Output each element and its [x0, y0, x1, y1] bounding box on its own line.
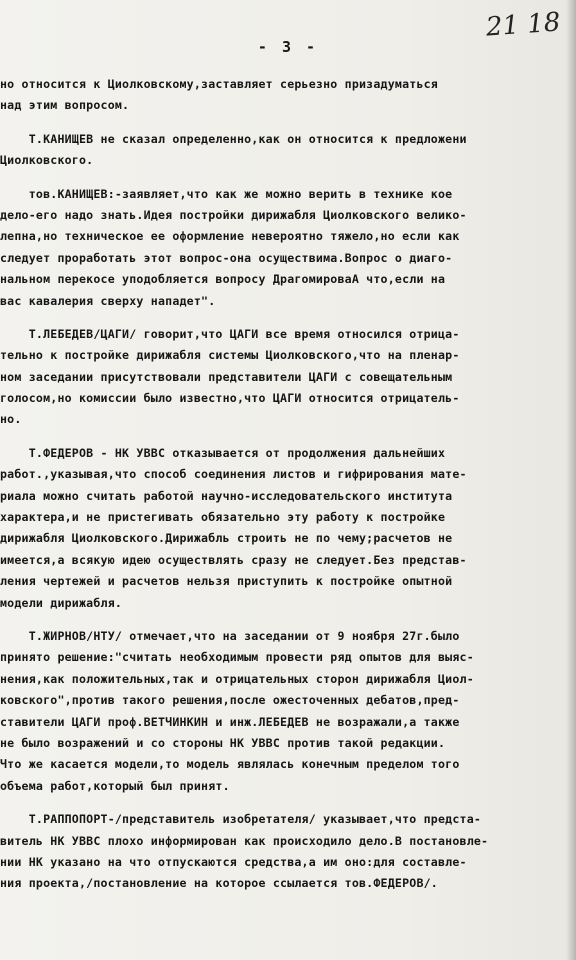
document-body [0, 74, 576, 895]
text-line: характера,и не пристегивать обязательно эту работу к постройке [0, 510, 446, 525]
text-line: ставители ЦАГИ проф.ВЕТЧИНКИН и инж.ЛЕБЕДЕВ не возражали,а также [0, 714, 460, 729]
text-line: тельно к постройке дирижабля системы Циолковского,что на пленар- [0, 348, 460, 363]
paragraph-gap [0, 614, 576, 626]
text-line: тов.КАНИЩЕВ:-заявляет,что как же можно верить в технике кое [0, 186, 453, 201]
text-line: витель НК УВВС плохо информирован как происходило дело.В постановле- [0, 833, 489, 848]
text-line: Циолковского. [0, 153, 94, 168]
text-line: дирижабля Циолковского.Дирижабль строить не по чему;расчетов не [0, 531, 453, 546]
paragraph-gap [0, 172, 576, 184]
text-line: дело-его надо знать.Идея постройки дирижабля Циолковского велико- [0, 207, 467, 222]
text-line: объема работ,который был принят. [0, 778, 230, 793]
text-line: Т.КАНИЩЕВ не сказал определенно,как он относится к предложени [0, 131, 467, 146]
text-line: ния проекта,/постановление на которое ссылается тов.ФЕДЕРОВ/. [0, 876, 438, 891]
text-line: Т.РАППОПОРТ-/представитель изобретателя/ указывает,что предста- [0, 812, 482, 827]
paragraph-gap [0, 797, 576, 809]
text-line: но. [0, 412, 22, 427]
text-line: нения,как положительных,так и отрицательных сторон дирижабля Циол- [0, 671, 474, 686]
text-line: имеется,а всякую идею осуществлять сразу не следует.Без представ- [0, 552, 467, 567]
text-line: принято решение:"считать необходимым провести ряд опытов для выяс- [0, 650, 474, 665]
handwritten-folio-number: 21 18 [484, 7, 561, 43]
paragraph-gap [0, 431, 576, 443]
text-line: Что же касается модели,то модель являлась конечным пределом того [0, 757, 460, 772]
text-line: ления чертежей и расчетов нельзя приступить к постройке опытной [0, 574, 453, 589]
text-line: не было возражений и со стороны НК УВВС против такой редакции. [0, 735, 446, 750]
text-line: нии НК указано на что отпускаются средства,а им оно:для составле- [0, 854, 467, 869]
text-line: риала можно считать работой научно-исследовательского института [0, 488, 453, 503]
text-line: ковского",против такого решения,после ожесточенных дебатов,пред- [0, 693, 460, 708]
text-line: лепна,но техническое ее оформление невероятно тяжело,но если как [0, 229, 460, 244]
text-line: над этим вопросом. [0, 98, 130, 113]
paragraph-gap [0, 117, 576, 129]
text-line: следует проработать этот вопрос-она осуществима.Вопрос о диаго- [0, 250, 453, 265]
text-line: Т.ФЕДЕРОВ - НК УВВС отказывается от продолжения дальнейших [0, 445, 446, 460]
text-line: работ.,указывая,что способ соединения листов и гифрирования мате- [0, 467, 467, 482]
text-line: нальном перекосе уподобляется вопросу ДрагомироваА что,если на [0, 272, 446, 287]
text-line: вас кавалерия сверху нападет". [0, 293, 216, 308]
text-line: ном заседании присутствовали представители ЦАГИ с совещательным [0, 369, 453, 384]
text-line: модели дирижабля. [0, 595, 123, 610]
text-line: Т.ЛЕБЕДЕВ/ЦАГИ/ говорит,что ЦАГИ все время относился отрица- [0, 326, 460, 341]
text-line: но относится к Циолковскому,заставляет серьезно призадуматься [0, 77, 438, 91]
text-line: Т.ЖИРНОВ/НТУ/ отмечает,что на заседании от 9 ноября 27г.было [0, 628, 460, 643]
page-number: - 3 - [257, 38, 319, 56]
text-line: голосом,но комиссии было известно,что ЦАГИ относится отрицатель- [0, 391, 460, 406]
paragraph-gap [0, 312, 576, 324]
